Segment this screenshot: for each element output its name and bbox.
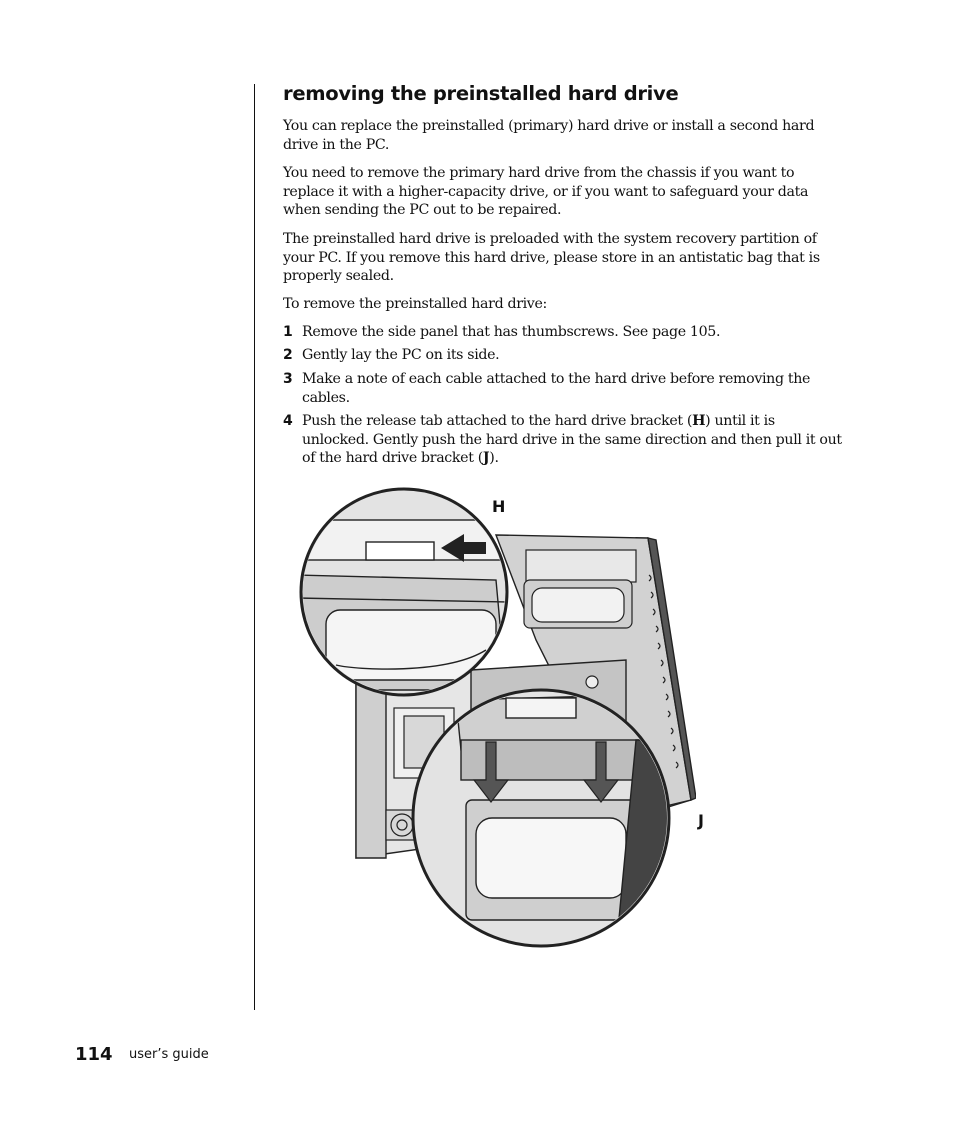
step-4: [283, 412, 845, 468]
step-number: 1: [283, 324, 293, 340]
step-2: [283, 346, 845, 365]
footer-label: user’s guide: [129, 1047, 209, 1062]
paragraph-reason: You need to remove the primary hard drive from the chassis if you want to replace it with a higher-capacity drive, or if you want to safeguard your data when sending the PC out to be repaired.: [283, 165, 809, 218]
step-text: Make a note of each cable attached to the hard drive before removing the cables.: [302, 371, 811, 406]
page-number: 114: [75, 1044, 113, 1065]
callout-j: J: [698, 811, 704, 830]
step-text: Gently lay the PC on its side.: [302, 347, 500, 363]
paragraph-intro: You can replace the preinstalled (primary) hard drive or install a second hard drive in the PC.: [283, 118, 815, 153]
step-text: [302, 412, 845, 468]
callout-ref-h: H: [692, 413, 706, 429]
callout-ref-j: J: [482, 450, 490, 466]
hard-drive-removal-illustration: [296, 480, 696, 950]
paragraph-recovery-note: The preinstalled hard drive is preloaded with the system recovery partition of your PC. If you remove this hard drive, please store in an antistatic bag that is properly sealed.: [283, 231, 820, 284]
margin-rule: [254, 84, 255, 1010]
step-text: Remove the side panel that has thumbscrews. See page 105.: [302, 324, 721, 340]
step-number: 3: [283, 371, 293, 387]
zoom-circle-h: [296, 489, 516, 695]
step-1: [283, 323, 845, 342]
paragraph-instructions-lead: To remove the preinstalled hard drive:: [283, 296, 547, 312]
step-text-part: ).: [489, 450, 499, 466]
step-text-part: ) until it is unlocked. Gently push the hard drive in the same direction and then pull it out of the hard drive bracket (: [302, 413, 842, 466]
step-3: [283, 370, 845, 407]
step-text-part: Push the release tab attached to the hard drive bracket (: [302, 413, 693, 429]
callout-h: H: [492, 497, 506, 516]
section-heading: removing the preinstalled hard drive: [283, 82, 679, 105]
step-number: 2: [283, 347, 293, 363]
step-number: 4: [283, 413, 293, 429]
